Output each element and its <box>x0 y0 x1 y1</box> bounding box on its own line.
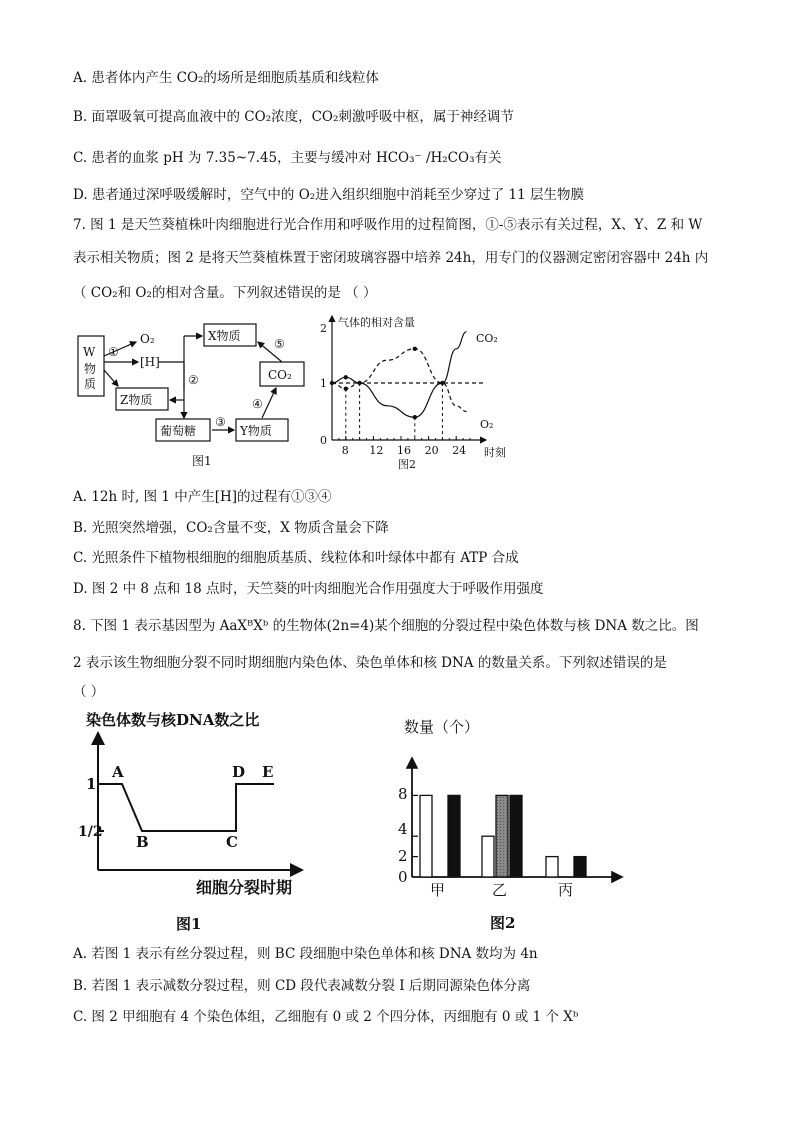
q8-option-b: B. 若图 1 表示减数分裂过程，则 CD 段代表减数分裂 I 后期同源染色体分离 <box>73 978 531 994</box>
dna-bar <box>448 795 460 877</box>
y-axis-label: 气体的相对含量 <box>338 316 415 329</box>
point-c: C <box>226 833 238 851</box>
q8-figure-1 <box>78 705 324 935</box>
q7-stem-1: 7. 图 1 是天竺葵植株叶肉细胞进行光合作用和呼吸作用的过程简图，①-⑤表示有关过程，X、Y、Z 和 W <box>73 217 703 233</box>
z-label: Z物质 <box>120 393 153 407</box>
y-axis-label: 染色体数与核DNA数之比 <box>86 711 260 729</box>
x-tick-label: 24 <box>452 444 467 457</box>
step-3: ③ <box>215 415 226 429</box>
figure-caption: 图1 <box>176 915 202 933</box>
dna-bar <box>574 857 586 877</box>
point-b: B <box>136 833 149 851</box>
step-2: ② <box>188 373 199 387</box>
category-yi: 乙 <box>492 881 508 899</box>
q7-stem-3: （ CO₂和 O₂的相对含量。下列叙述错误的是 （ ） <box>73 285 377 301</box>
q7-option-d: D. 图 2 中 8 点和 18 点时，天竺葵的叶肉细胞光合作用强度大于呼吸作用强度 <box>73 581 544 597</box>
x-axis-label: 细胞分裂时期 <box>196 878 293 897</box>
chromosome-bar <box>420 795 432 877</box>
point-e: E <box>262 763 274 781</box>
q8-stem-2: 2 表示该生物细胞分裂不同时期细胞内染色体、染色单体和核 DNA 的数量关系。下列叙述错误的是 <box>73 655 667 671</box>
dna-bar <box>510 795 522 877</box>
glucose-label: 葡萄糖 <box>160 424 197 438</box>
q6-option-a: A. 患者体内产生 CO₂的场所是细胞质基质和线粒体 <box>73 70 379 86</box>
category-bing: 丙 <box>558 881 574 899</box>
y-tick-4: 4 <box>398 820 408 838</box>
x-tick-label: 16 <box>397 444 411 457</box>
x-tick-label: 8 <box>341 444 349 457</box>
step-5: ⑤ <box>274 337 285 351</box>
y-axis-label: 数量（个） <box>404 718 480 736</box>
q7-option-a: A. 12h 时, 图 1 中产生[H]的过程有①③④ <box>73 489 332 505</box>
o2-label: O₂ <box>140 332 155 346</box>
q7-figure-1 <box>74 318 320 470</box>
category-jia: 甲 <box>430 881 446 899</box>
chromatid-bar <box>496 795 508 877</box>
y-tick-8: 8 <box>398 785 408 803</box>
w-label-1: W <box>83 345 96 359</box>
y-tick-half: 1/2 <box>78 824 103 840</box>
y-label: Y物质 <box>240 424 272 438</box>
figure-caption: 图2 <box>398 458 416 471</box>
q8-option-c: C. 图 2 甲细胞有 4 个染色体组，乙细胞有 0 或 2 个四分体，丙细胞有 0 或 1 个 Xᵇ <box>73 1009 579 1025</box>
point-a: A <box>112 763 124 781</box>
w-label-3: 质 <box>84 377 97 391</box>
h-label: [H] <box>140 355 160 369</box>
curve-point <box>344 375 348 379</box>
q7-option-c: C. 光照条件下植物根细胞的细胞质基质、线粒体和叶绿体中都有 ATP 合成 <box>73 550 519 566</box>
q6-option-c: C. 患者的血浆 pH 为 7.35~7.45，主要与缓冲对 HCO₃⁻ /H₂CO₃有关 <box>73 150 502 166</box>
w-label-2: 物 <box>84 362 97 376</box>
o2-curve-label: O₂ <box>480 418 494 431</box>
x-axis-label: 时刻 <box>484 446 506 459</box>
q8-figure-2 <box>398 710 634 935</box>
co2-curve-label: CO₂ <box>476 332 498 345</box>
step-1: ① <box>108 345 119 359</box>
ratio-line <box>98 784 274 831</box>
y-tick-1: 1 <box>86 775 97 793</box>
q7-stem-2: 表示相关物质；图 2 是将天竺葵植株置于密闭玻璃容器中培养 24h，用专门的仪器测定密闭容器中 24h 内 <box>73 250 709 266</box>
step-4: ④ <box>252 397 263 411</box>
q7-figure-2 <box>314 310 524 472</box>
q6-option-d: D. 患者通过深呼吸缓解时，空气中的 O₂进入组织细胞中消耗至少穿过了 11 层生物膜 <box>73 187 584 203</box>
co2-curve <box>332 332 467 418</box>
curve-point <box>413 347 417 351</box>
x-tick-label: 12 <box>369 444 384 457</box>
q6-option-b: B. 面罩吸氧可提高血液中的 CO₂浓度，CO₂刺激呼吸中枢，属于神经调节 <box>73 109 514 125</box>
q8-stem-3: （ ） <box>73 684 105 700</box>
y-tick-0: 0 <box>398 868 408 886</box>
curve-point <box>330 381 334 385</box>
chromosome-bar <box>546 857 558 877</box>
figure-caption: 图2 <box>490 914 516 932</box>
y-tick-2: 2 <box>320 322 327 335</box>
figure-caption: 图1 <box>192 454 212 468</box>
q8-option-a: A. 若图 1 表示有丝分裂过程，则 BC 段细胞中染色单体和核 DNA 数均为 4n <box>73 946 538 962</box>
x-tick-label: 20 <box>424 444 439 457</box>
q7-option-b: B. 光照突然增强，CO₂含量不变，X 物质含量会下降 <box>73 520 389 536</box>
co2-label: CO₂ <box>268 368 292 382</box>
y-tick-1: 1 <box>320 377 327 390</box>
y-tick-2: 2 <box>398 847 408 865</box>
q8-stem-1: 8. 下图 1 表示基因型为 AaXᴮXᵇ 的生物体(2n=4)某个细胞的分裂过程中染色体数与核 DNA 数之比。图 <box>73 618 699 634</box>
chromosome-bar <box>482 836 494 877</box>
x-label: X物质 <box>208 329 241 343</box>
point-d: D <box>232 763 246 781</box>
y-tick-0: 0 <box>320 434 327 447</box>
